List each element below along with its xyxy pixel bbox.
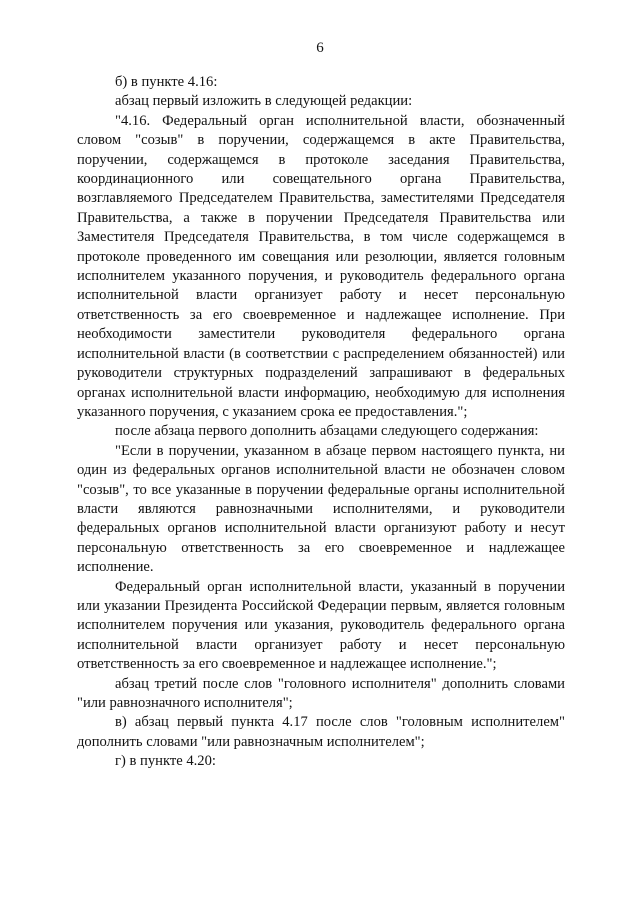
paragraph: в) абзац первый пункта 4.17 после слов "головным исполнителем" дополнить словами "или равнозначным исполнителем"; <box>77 714 565 750</box>
paragraph: после абзаца первого дополнить абзацами следующего содержания: <box>115 423 539 440</box>
paragraph: "Если в поручении, указанном в абзаце первом настоящего пункта, ни один из федеральных органов исполнительной власти не обозначен словом "созыв", то все указанные в поручении федеральные органы исполнительной власти являются равнозначными исполнителями, и руководители федеральных органов исполнительной власти организуют работу и несут персональную ответственность за его своевременное и надлежащее исполнение. <box>77 442 565 576</box>
paragraph: абзац третий после слов "головного исполнителя" дополнить словами "или равнозначного исполнителя"; <box>77 675 565 711</box>
paragraph: "4.16. Федеральный орган исполнительной власти, обозначенный словом "созыв" в поручении, содержащемся в акте Правительства, поручении, содержащемся в протоколе заседания Правительства, координационного или совещательного органа Правительства, возглавляемого Председателем Правительства, заместителями Председателя Правительства, а также в поручении Председателя Правительства или Заместителя Председателя Правительства, в том числе содержащемся в протоколе проведенного им совещания или резолюции, является головным исполнителем указанного поручения, и руководитель федерального органа исполнительной власти организует работу и несет персональную ответственность за его своевременное и надлежащее исполнение. При необходимости заместители руководителя федерального органа исполнительной власти (в соответствии с распределением обязанностей) или руководители структурных подразделений запрашивают в федеральных органах исполнительной власти информацию, необходимую для исполнения указанного поручения, с указанием срока ее предоставления."; <box>77 112 565 420</box>
paragraph: Федеральный орган исполнительной власти, указанный в поручении или указании Президента Российской Федерации первым, является головным исполнителем поручения или указания, руководитель федерального органа исполнительной власти организует работу и несет персональную ответственность за его своевременное и надлежащее исполнение."; <box>77 578 565 673</box>
page-number: 6 <box>316 40 324 56</box>
document-body <box>77 73 565 772</box>
paragraph: абзац первый изложить в следующей редакции: <box>115 93 413 110</box>
paragraph: б) в пункте 4.16: <box>115 74 218 90</box>
paragraph: г) в пункте 4.20: <box>115 753 216 770</box>
